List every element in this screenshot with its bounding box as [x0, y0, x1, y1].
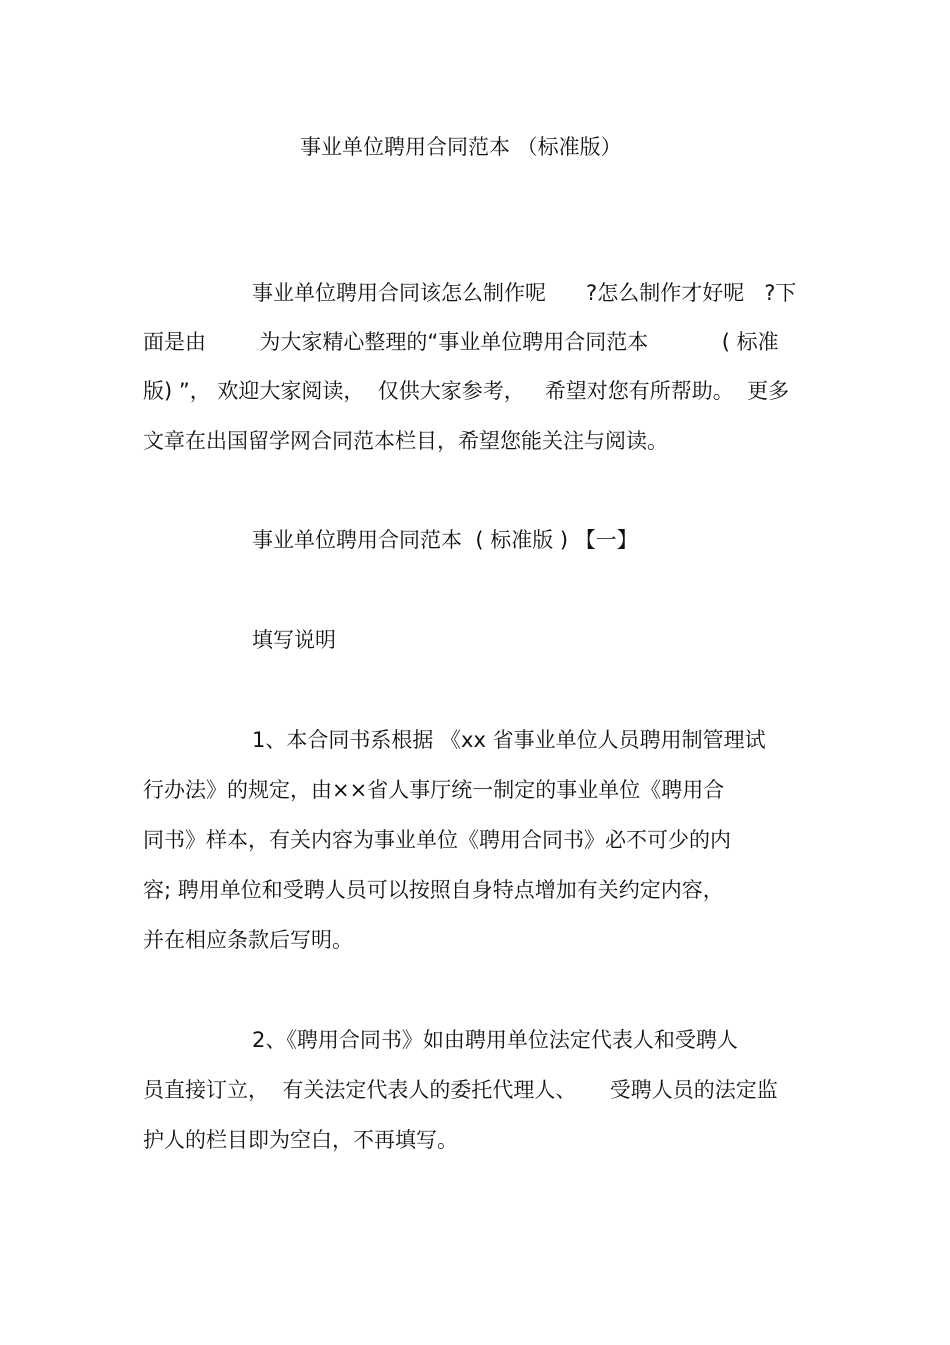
intro-paragraph-line-2: 面是由 为大家精心整理的“事业单位聘用合同范本 ( 标准 — [143, 330, 779, 354]
item-2-line-3: 护人的栏目即为空白，不再填写。 — [143, 1128, 458, 1152]
intro-paragraph-line-1: 事业单位聘用合同该怎么制作呢 ?怎么制作才好呢 ?下 — [252, 281, 797, 305]
item-2-line-1: 2、《聘用合同书》如由聘用单位法定代表人和受聘人 — [252, 1028, 738, 1052]
item-1-line-2: 行办法》的规定，由××省人事厅统一制定的事业单位《聘用合 — [143, 778, 725, 802]
item-1-line-1: 1、本合同书系根据 《xx 省事业单位人员聘用制管理试 — [252, 728, 766, 752]
intro-paragraph-line-3: 版) ”， 欢迎大家阅读， 仅供大家参考， 希望对您有所帮助。 更多 — [143, 379, 790, 403]
item-1-line-4: 容; 聘用单位和受聘人员可以按照自身特点增加有关约定内容， — [143, 878, 724, 902]
item-2-line-2: 员直接订立， 有关法定代表人的委托代理人、 受聘人员的法定监 — [143, 1078, 778, 1102]
fill-instructions-heading: 填写说明 — [252, 628, 336, 652]
section-heading: 事业单位聘用合同范本 ( 标准版 ) 【一】 — [252, 528, 638, 552]
intro-paragraph-line-4: 文章在出国留学网合同范本栏目，希望您能关注与阅读。 — [143, 429, 668, 453]
item-1-line-3: 同书》样本，有关内容为事业单位《聘用合同书》必不可少的内 — [143, 828, 731, 852]
document-title: 事业单位聘用合同范本 （标准版） — [300, 135, 622, 159]
item-1-line-5: 并在相应条款后写明。 — [143, 928, 353, 952]
